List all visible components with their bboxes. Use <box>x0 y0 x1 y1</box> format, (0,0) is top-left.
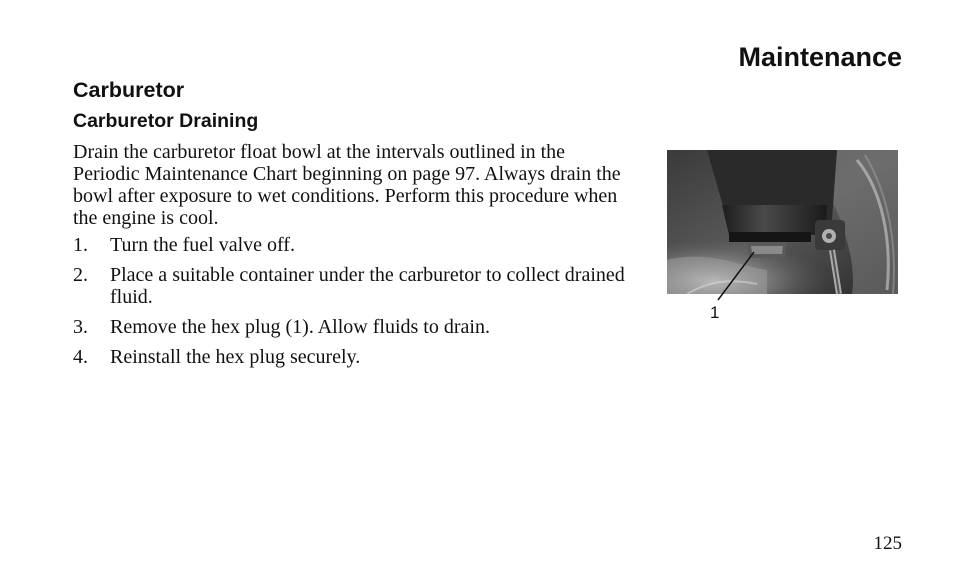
callout-line <box>710 248 790 308</box>
section-heading: Carburetor <box>73 78 185 102</box>
step-item <box>73 346 633 368</box>
intro-paragraph: Drain the carburetor float bowl at the intervals outlined in the Periodic Maintenance Chart beginning on page 97. Always drain the bowl after exposure to wet conditions. Perform this procedure when the engine is cool. <box>73 141 621 229</box>
step-item <box>73 264 633 308</box>
step-item <box>73 316 633 338</box>
step-number: 2. <box>73 264 88 286</box>
subsection-heading: Carburetor Draining <box>73 110 259 132</box>
page-number: 125 <box>873 533 902 554</box>
step-number: 4. <box>73 346 88 368</box>
section-title: Maintenance <box>738 42 902 72</box>
step-text: Place a suitable container under the carburetor to collect drained fluid. <box>110 264 625 308</box>
step-number: 3. <box>73 316 88 338</box>
step-number: 1. <box>73 234 88 256</box>
step-text: Turn the fuel valve off. <box>110 234 295 256</box>
callout-number: 1 <box>710 303 720 322</box>
step-text: Reinstall the hex plug securely. <box>110 346 361 368</box>
steps-list <box>73 234 633 376</box>
step-text: Remove the hex plug (1). Allow fluids to drain. <box>110 316 490 338</box>
step-item <box>73 234 633 256</box>
